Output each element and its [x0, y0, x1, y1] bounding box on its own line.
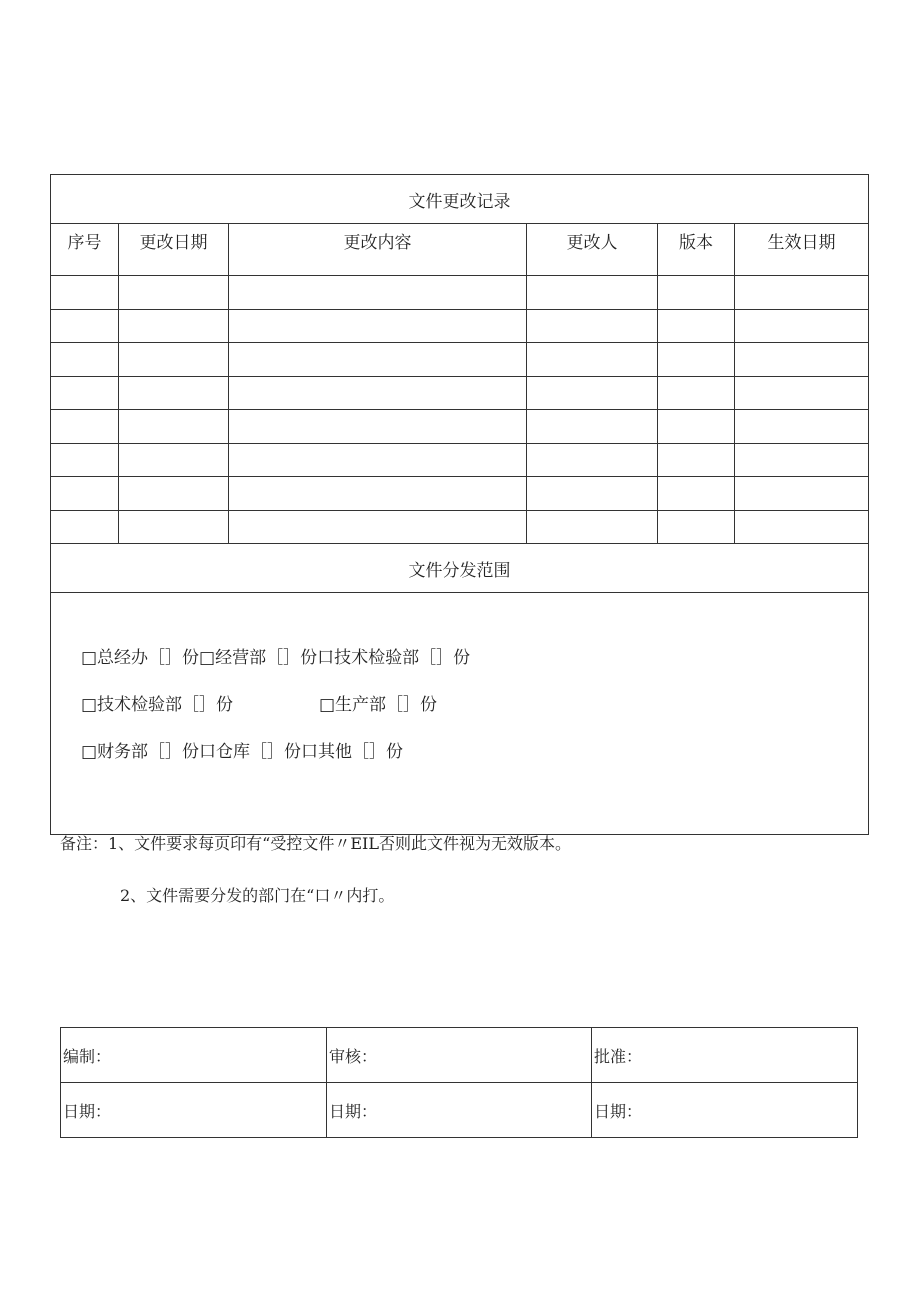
- cell[interactable]: [735, 343, 869, 377]
- cell[interactable]: [229, 477, 527, 511]
- distribution-options-1[interactable]: □总经办［］份□经营部［］份口技术检验部［］份: [81, 648, 471, 668]
- cell[interactable]: [119, 343, 229, 377]
- cell[interactable]: [658, 510, 735, 544]
- table-row: [51, 443, 869, 477]
- cell[interactable]: [735, 510, 869, 544]
- reviewed-date-field[interactable]: 日期：: [327, 1083, 592, 1138]
- cell[interactable]: [51, 276, 119, 310]
- signoff-date-row: [61, 1083, 858, 1138]
- table-row: [51, 376, 869, 410]
- table-row: [51, 309, 869, 343]
- cell[interactable]: [658, 276, 735, 310]
- table-row: [51, 510, 869, 544]
- cell[interactable]: [119, 510, 229, 544]
- prepared-date-field[interactable]: 日期：: [61, 1083, 327, 1138]
- cell[interactable]: [527, 443, 658, 477]
- distribution-line-2: [51, 690, 868, 737]
- cell[interactable]: [119, 410, 229, 444]
- cell[interactable]: [658, 443, 735, 477]
- distribution-title: 文件分发范围: [51, 544, 869, 593]
- cell[interactable]: [658, 410, 735, 444]
- cell[interactable]: [51, 443, 119, 477]
- cell[interactable]: [658, 309, 735, 343]
- cell[interactable]: [527, 477, 658, 511]
- distribution-options-3[interactable]: □财务部［］份口仓库［］份口其他［］份: [81, 742, 404, 762]
- cell[interactable]: [119, 477, 229, 511]
- note-2: 2、文件需要分发的部门在“口〃内打。: [120, 886, 395, 905]
- cell[interactable]: [119, 443, 229, 477]
- header-effective-date: 生效日期: [735, 224, 869, 276]
- cell[interactable]: [229, 410, 527, 444]
- header-seq: 序号: [51, 224, 119, 276]
- cell[interactable]: [527, 343, 658, 377]
- cell[interactable]: [119, 276, 229, 310]
- cell[interactable]: [527, 276, 658, 310]
- cell[interactable]: [658, 477, 735, 511]
- cell[interactable]: [658, 376, 735, 410]
- reviewed-by-field[interactable]: 审核：: [327, 1028, 592, 1083]
- distribution-scope: [51, 593, 869, 835]
- cell[interactable]: [735, 477, 869, 511]
- cell[interactable]: [119, 376, 229, 410]
- distribution-option-tech-inspection[interactable]: □技术检验部［］份: [81, 695, 234, 715]
- cell[interactable]: [229, 376, 527, 410]
- approved-by-field[interactable]: 批准：: [592, 1028, 858, 1083]
- header-version: 版本: [658, 224, 735, 276]
- cell[interactable]: [51, 376, 119, 410]
- signoff-table: [60, 1027, 858, 1138]
- distribution-line-1: [51, 643, 868, 690]
- notes: [60, 832, 571, 905]
- cell[interactable]: [51, 309, 119, 343]
- cell[interactable]: [229, 510, 527, 544]
- cell[interactable]: [735, 376, 869, 410]
- cell[interactable]: [51, 477, 119, 511]
- cell[interactable]: [658, 343, 735, 377]
- cell[interactable]: [119, 309, 229, 343]
- cell[interactable]: [229, 343, 527, 377]
- cell[interactable]: [229, 443, 527, 477]
- table-row: [51, 410, 869, 444]
- cell[interactable]: [527, 510, 658, 544]
- table-row: [51, 343, 869, 377]
- cell[interactable]: [229, 309, 527, 343]
- header-change-content: 更改内容: [229, 224, 527, 276]
- table-header-row: [51, 224, 869, 276]
- cell[interactable]: [735, 309, 869, 343]
- approved-date-field[interactable]: 日期：: [592, 1083, 858, 1138]
- table-row: [51, 276, 869, 310]
- cell[interactable]: [229, 276, 527, 310]
- change-record-title: 文件更改记录: [51, 175, 869, 224]
- header-changed-by: 更改人: [527, 224, 658, 276]
- distribution-option-production[interactable]: □生产部［］份: [319, 695, 438, 715]
- cell[interactable]: [51, 510, 119, 544]
- prepared-by-field[interactable]: 编制：: [61, 1028, 327, 1083]
- note-1: 备注：1、文件要求每页印有“受控文件〃EIL否则此文件视为无效版本。: [60, 834, 571, 853]
- cell[interactable]: [527, 410, 658, 444]
- cell[interactable]: [735, 443, 869, 477]
- cell[interactable]: [735, 276, 869, 310]
- cell[interactable]: [51, 410, 119, 444]
- table-row: [51, 477, 869, 511]
- change-record-table: [50, 174, 869, 835]
- distribution-line-3: [51, 737, 868, 784]
- cell[interactable]: [735, 410, 869, 444]
- header-change-date: 更改日期: [119, 224, 229, 276]
- cell[interactable]: [527, 309, 658, 343]
- signoff-row: [61, 1028, 858, 1083]
- cell[interactable]: [527, 376, 658, 410]
- cell[interactable]: [51, 343, 119, 377]
